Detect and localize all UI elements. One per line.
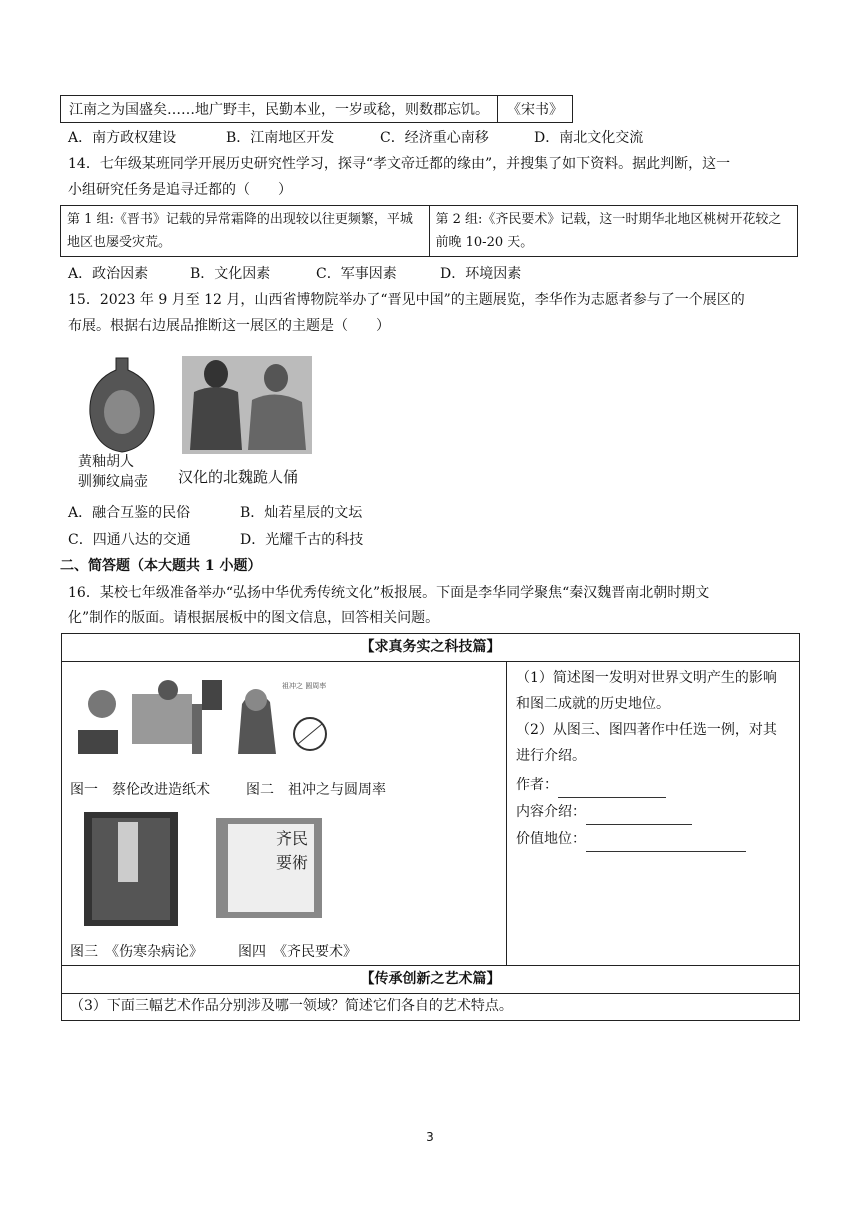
q13-quote: 江南之为国盛矣……地广野丰，民勤本业，一岁或稔，则数郡忘饥。 [61, 96, 498, 123]
q15-option-a: A．融合互鉴的民俗 [68, 505, 191, 521]
q15-caption-figurine: 汉化的北魏跪人俑 [178, 468, 299, 486]
author-field [516, 773, 796, 798]
value-field [516, 827, 796, 852]
zu-chongzhi-portrait-icon [202, 674, 342, 766]
q14-option-b: B．文化因素 [190, 266, 271, 282]
content-field [516, 800, 796, 825]
q16-exhibit-board [61, 633, 800, 1021]
q16-stem-line2: 化”制作的版面。请根据展板中的图文信息，回答相关问题。 [68, 610, 440, 626]
q15-option-d: D．光耀千古的科技 [240, 532, 364, 548]
fig1-caption: 图一 蔡伦改进造纸术 [70, 782, 210, 798]
sub2-line1: （2）从图三、图四著作中任选一例，对其 [516, 722, 777, 738]
sub1-line2: 和图二成就的历史地位。 [516, 696, 670, 712]
board-divider [506, 662, 507, 965]
sub3-question: （3）下面三幅艺术作品分别涉及哪一领域？简述它们各自的艺术特点。 [70, 998, 513, 1014]
page-number: 3 [426, 1130, 434, 1144]
q13-option-c: C．经济重心南移 [380, 130, 489, 146]
q15-caption-flask-1: 黄釉胡人 [78, 454, 134, 470]
author-label: 作者： [516, 777, 558, 793]
content-blank[interactable] [586, 806, 692, 825]
q13-source: 《宋书》 [498, 96, 573, 123]
q14-group1: 第 1 组:《晋书》记载的异常霜降的出现较以往更频繁，平城地区也屡受灾荒。 [61, 206, 430, 257]
q14-option-d: D．环境因素 [440, 266, 522, 282]
fig4-image [214, 814, 324, 924]
board-title-science: 【求真务实之科技篇】 [62, 634, 799, 662]
sub1-line1: （1）简述图一发明对世界文明产生的影响 [516, 670, 777, 686]
q15-option-c: C．四通八达的交通 [68, 532, 191, 548]
content-label: 内容介绍： [516, 804, 586, 820]
fig3-image [82, 810, 180, 928]
q16-stem-line1: 16．某校七年级准备举办“弘扬中华优秀传统文化”板报展。下面是李华同学聚焦“秦汉魏晋南北朝时期文 [68, 585, 710, 601]
q15-stem-line1: 15．2023 年 9 月至 12 月，山西省博物院举办了“晋见中国”的主题展览，李华作为志愿者参与了一个展区的 [68, 292, 745, 308]
q14-stem-line2: 小组研究任务是追寻迁都的（ ） [68, 182, 292, 198]
board-title-art: 【传承创新之艺术篇】 [62, 965, 799, 994]
q14-option-a: A．政治因素 [68, 266, 149, 282]
value-blank[interactable] [586, 833, 746, 852]
book-qiminyaoshu-icon [214, 814, 324, 924]
q15-caption-flask-2: 驯狮纹扁壶 [78, 474, 148, 490]
fig3-caption: 图三 《伤寒杂病论》 [70, 944, 203, 960]
q14-group2: 第 2 组:《齐民要术》记载，这一时期华北地区桃树开花较之前晚 10-20 天。 [429, 206, 798, 257]
q13-option-d: D．南北文化交流 [534, 130, 644, 146]
q13-option-a: A．南方政权建设 [68, 130, 177, 146]
q14-stem-line1: 14．七年级某班同学开展历史研究性学习，探寻“孝文帝迁都的缘由”，并搜集了如下资料。据此判断，这一 [68, 156, 731, 172]
author-blank[interactable] [558, 779, 666, 798]
q15-option-b: B．灿若星辰的文坛 [240, 505, 363, 521]
value-label: 价值地位： [516, 831, 586, 847]
sub2-line2: 进行介绍。 [516, 748, 586, 764]
fig4-caption: 图四 《齐民要术》 [238, 944, 357, 960]
book-shanghan-icon [82, 810, 180, 928]
q13-option-b: B．江南地区开发 [226, 130, 335, 146]
svg-text:祖冲之 圆周率: 祖冲之 圆周率 [282, 682, 327, 690]
fig2-caption: 图二 祖冲之与圆周率 [246, 782, 386, 798]
q14-option-c: C．军事因素 [316, 266, 397, 282]
svg-text:齐民: 齐民 [276, 829, 309, 848]
section2-heading: 二、简答题（本大题共 1 小题） [60, 558, 262, 574]
q13-quote-table [60, 95, 573, 123]
fig2-image [202, 674, 342, 766]
q14-material-table [60, 205, 798, 257]
q15-stem-line2: 布展。根据右边展品推断这一展区的主题是（ ） [68, 318, 390, 334]
svg-text:要術: 要術 [276, 853, 309, 872]
